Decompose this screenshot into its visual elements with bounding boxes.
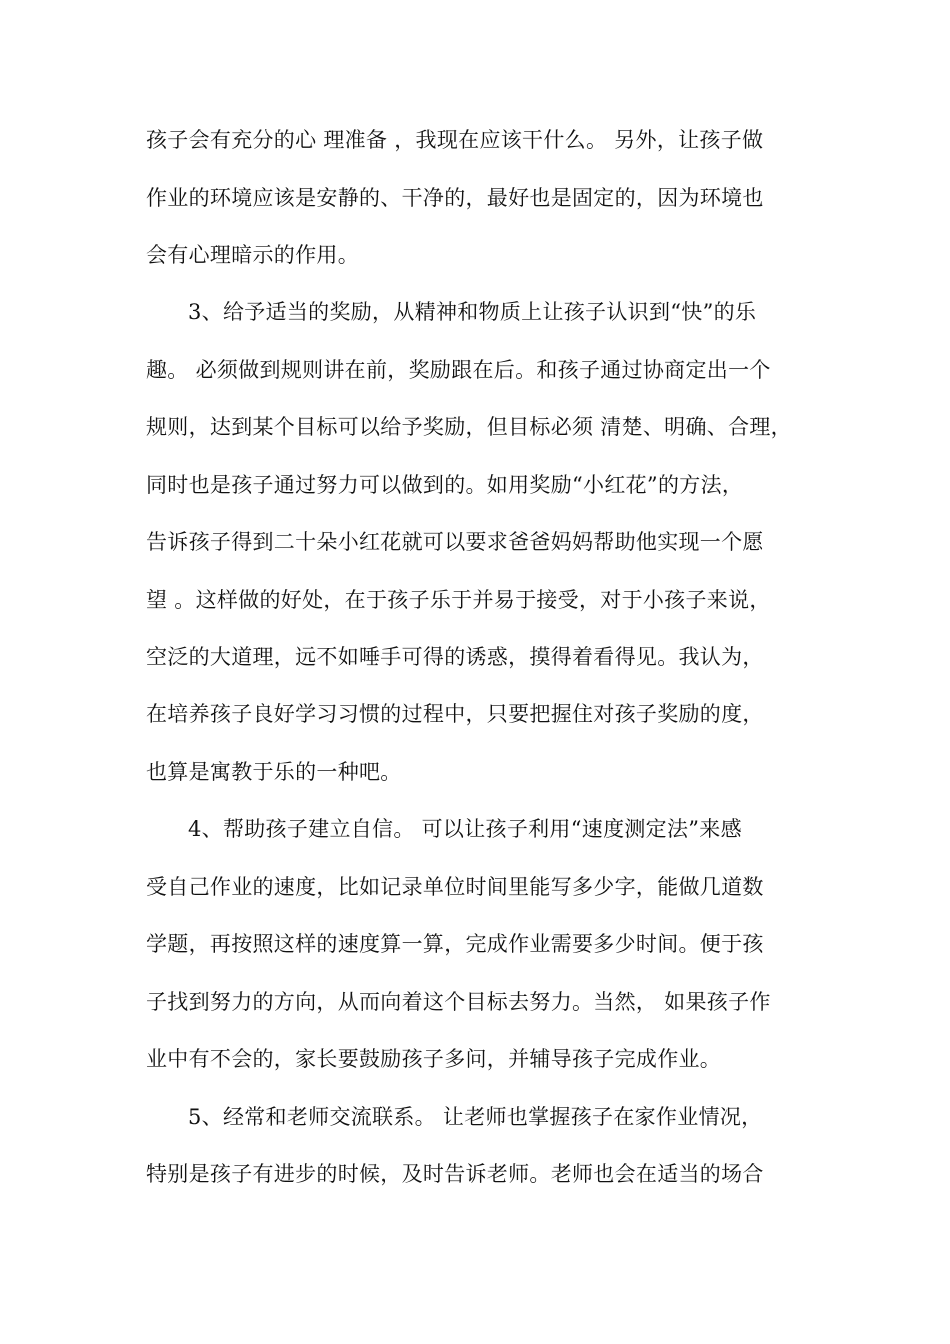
text-line: 会有心理暗示的作用。 [146,243,359,267]
text-line: 受自己作业的速度，比如记录单位时间里能写多少字，能做几道数 [146,875,764,899]
text-line: 特别是孩子有进步的时候，及时告诉老师。老师也会在适当的场合 [146,1162,764,1186]
text-line: 同时也是孩子通过努力可以做到的。如用奖励“小红花”的方法， [146,473,744,497]
text-line: 子找到努力的方向，从而向着这个目标去努力。当然， 如果孩子作 [146,990,771,1014]
text-line: 孩子会有充分的心 理准备 ，我现在应该干什么。 另外，让孩子做 [146,128,764,152]
text-line: 趣。 必须做到规则讲在前，奖励跟在后。和孩子通过协商定出一个 [146,358,771,382]
text-line: 业中有不会的，家长要鼓励孩子多问，并辅导孩子完成作业。 [146,1047,722,1071]
text-line: 学题，再按照这样的速度算一算，完成作业需要多少时间。便于孩 [146,932,764,956]
text-line: 告诉孩子得到二十朵小红花就可以要求爸爸妈妈帮助他实现一个愿 [146,530,764,554]
text-line: 规则，达到某个目标可以给予奖励，但目标必须 清楚、明确、合理， [146,415,792,439]
text-line: 也算是寓教于乐的一种吧。 [146,760,402,784]
paragraph-first-line: 5、经常和老师交流联系。 让老师也掌握孩子在家作业情况， [188,1105,763,1129]
paragraph-first-line: 3、给予适当的奖励，从精神和物质上让孩子认识到“快”的乐 [188,300,757,324]
text-line: 作业的环境应该是安静的、干净的，最好也是固定的，因为环境也 [146,186,764,210]
text-line: 空泛的大道理，远不如唾手可得的诱惑，摸得着看得见。我认为， [146,645,764,669]
text-line: 在培养孩子良好学习习惯的过程中，只要把握住对孩子奖励的度， [146,702,764,726]
text-line: 望 。这样做的好处，在于孩子乐于并易于接受，对于小孩子来说， [146,588,771,612]
paragraph-first-line: 4、帮助孩子建立自信。 可以让孩子利用“速度测定法”来感 [188,817,742,841]
